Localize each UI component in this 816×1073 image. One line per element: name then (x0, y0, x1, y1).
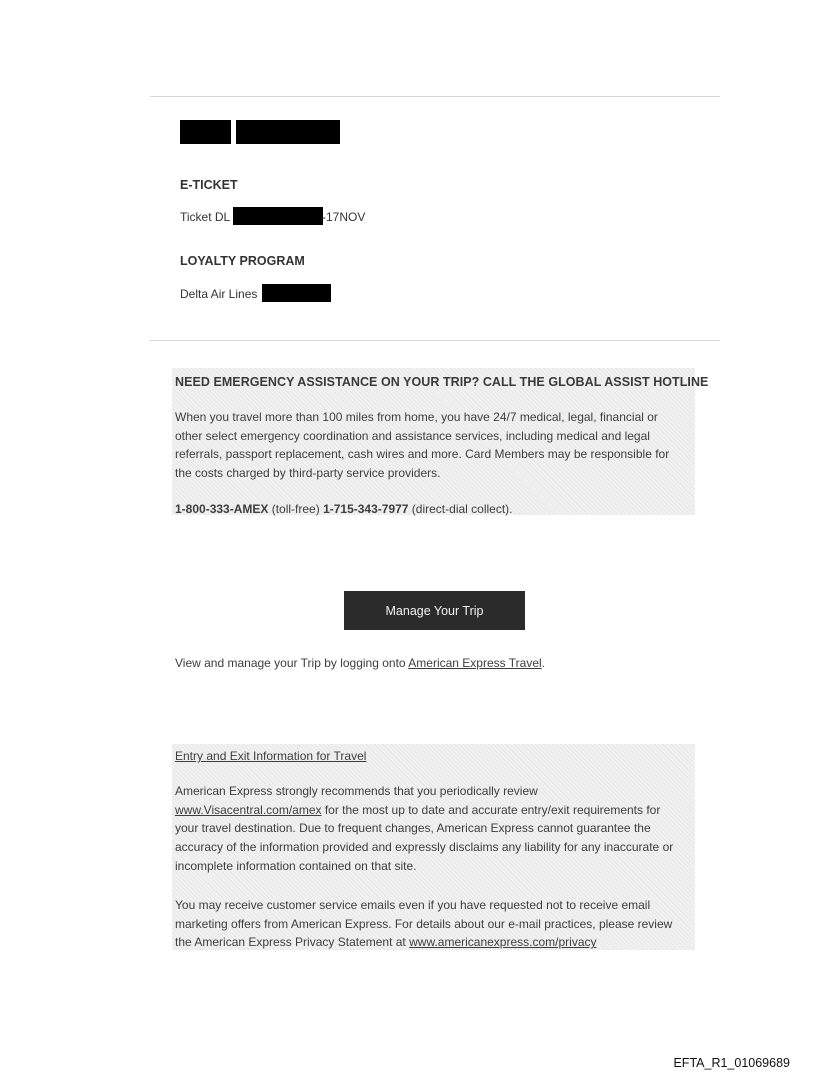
entry-exit-body (175, 782, 705, 876)
phone-tollfree-note: (toll-free) (268, 502, 324, 516)
redacted-loyalty-number (262, 284, 331, 302)
manage-text-suffix: . (541, 656, 546, 670)
entry-exit-title (175, 747, 366, 766)
phone-direct-note: (direct-dial collect). (408, 502, 513, 516)
emergency-line: When you travel more than 100 miles from home, you have 24/7 medical, legal, financial or (175, 410, 658, 424)
entry-line: your travel destination. Due to frequent changes, American Express cannot guarantee the (175, 821, 651, 836)
privacy-line (175, 933, 705, 952)
privacy-prefix: the American Express Privacy Statement at (175, 935, 410, 950)
loyalty-airline: Delta Air Lines (180, 287, 258, 301)
emergency-line: referrals, passport replacement, cash wires and more. Card Members may be responsible for (175, 447, 670, 462)
phone-direct: 1-715-343-7977 (323, 502, 409, 516)
ticket-suffix: -17NOV (322, 210, 366, 224)
ticket-prefix: Ticket DL (180, 210, 231, 224)
privacy-link[interactable]: www.americanexpress.com/privacy (409, 935, 597, 950)
entry-line-rest: for the most up to date and accurate entry/exit requirements for (321, 802, 661, 817)
eticket-heading: E-TICKET (180, 178, 238, 192)
visacentral-link[interactable]: www.Visacentral.com/amex (175, 802, 322, 817)
privacy-body (175, 896, 705, 952)
privacy-line: marketing offers from American Express. For details about our e-mail practices, please review (175, 916, 673, 931)
top-divider (150, 96, 720, 97)
manage-trip-button[interactable]: Manage Your Trip (344, 591, 525, 630)
entry-line: incomplete information contained on that site. (175, 858, 417, 873)
redacted-ticket-number (233, 207, 323, 225)
privacy-line: You may receive customer service emails even if you have requested not to receive email (175, 898, 651, 912)
amex-travel-link[interactable]: American Express Travel (408, 656, 542, 670)
loyalty-heading: LOYALTY PROGRAM (180, 254, 305, 268)
entry-exit-title-link[interactable]: Entry and Exit Information for Travel (175, 749, 367, 763)
manage-trip-text (175, 654, 545, 673)
emergency-line: other select emergency coordination and assistance services, including medical and legal (175, 428, 650, 443)
emergency-body (175, 408, 705, 483)
entry-line (175, 801, 705, 820)
section-divider (150, 340, 720, 341)
entry-line: American Express strongly recommends that you periodically review (175, 784, 538, 798)
emergency-phones (175, 500, 513, 519)
document-id: EFTA_R1_01069689 (673, 1056, 790, 1070)
emergency-line: the costs charged by third-party service providers. (175, 466, 441, 481)
phone-tollfree: 1-800-333-AMEX (175, 502, 269, 516)
redacted-first-name (180, 120, 231, 144)
redacted-last-name (236, 120, 340, 144)
entry-line: accuracy of the information provided and expressly disclaims any liability for any inaccurate or (175, 840, 674, 855)
manage-text-prefix: View and manage your Trip by logging onto (175, 656, 409, 670)
emergency-heading: NEED EMERGENCY ASSISTANCE ON YOUR TRIP? CALL THE GLOBAL ASSIST HOTLINE (175, 375, 709, 389)
